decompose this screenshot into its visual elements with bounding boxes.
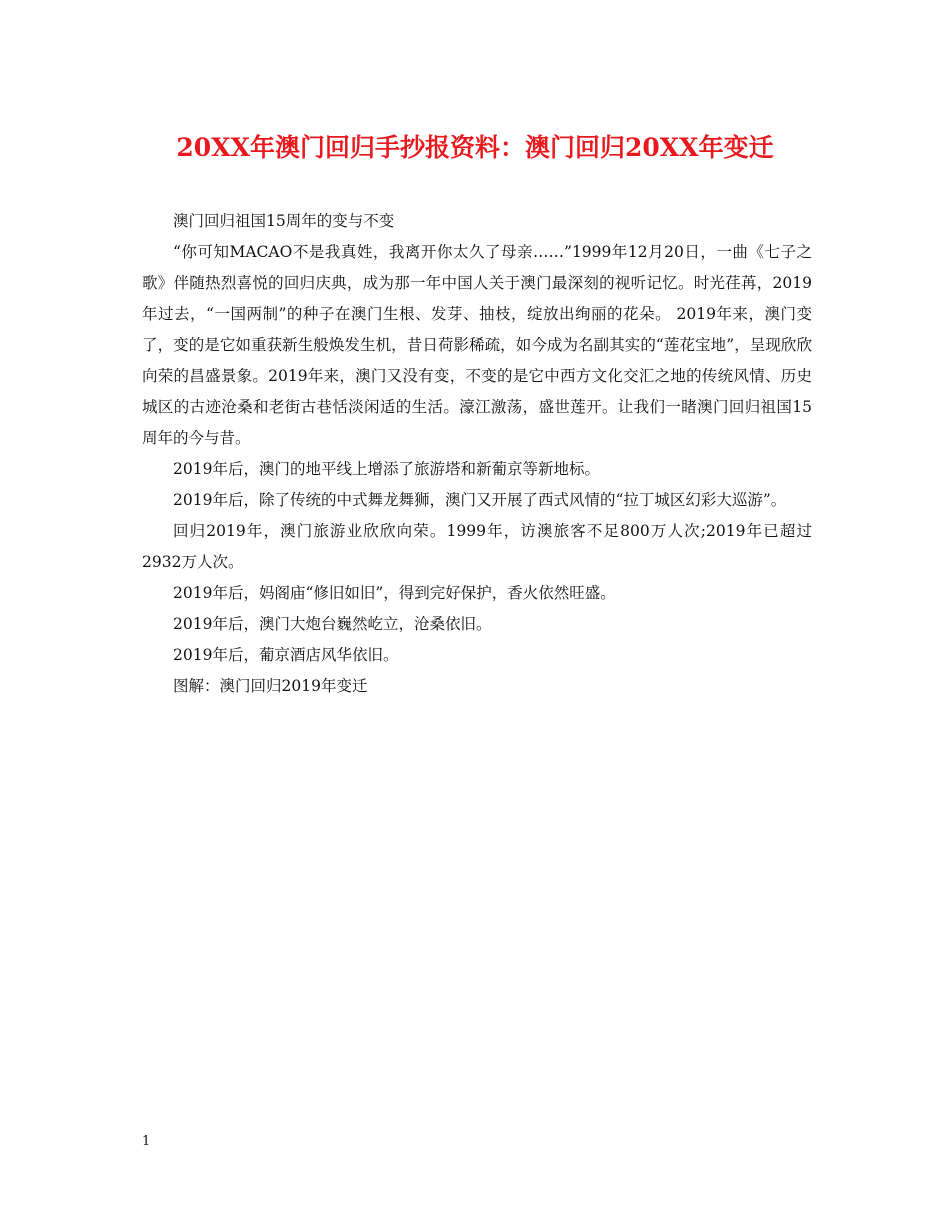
paragraph-tourism: 回归2019年，澳门旅游业欣欣向荣。1999年，访澳旅客不足800万人次;2019年已超过2932万人次。: [142, 522, 812, 571]
paragraph-landmarks: 2019年后，澳门的地平线上增添了旅游塔和新葡京等新地标。: [173, 460, 600, 478]
paragraph-a-ma-temple: 2019年后，妈阁庙“修旧如旧”，得到完好保护，香火依然旺盛。: [173, 584, 616, 602]
paragraph-subtitle: 澳门回归祖国15周年的变与不变: [173, 212, 395, 230]
paragraph-illustration-caption: 图解：澳门回归2019年变迁: [173, 677, 368, 695]
paragraph-mount-fortress: 2019年后，澳门大炮台巍然屹立，沧桑依旧。: [173, 615, 492, 633]
document-title: 20XX年澳门回归手抄报资料：澳门回归20XX年变迁: [176, 133, 774, 162]
page-number: 1: [142, 1134, 151, 1149]
paragraph-intro: “你可知MACAO不是我真姓，我离开你太久了母亲……”1999年12月20日，一曲《七子之歌》伴随热烈喜悦的回归庆典，成为那一年中国人关于澳门最深刻的视听记忆。时光荏苒，2019年过去，“一国两制”的种子在澳门生根、发芽、抽枝，绽放出绚丽的花朵。 2019年来，澳门变了，变的是它如重获新生般焕发生机，昔日荷影稀疏，如今成为名副其实的“莲花宝地”，呈现欣欣向荣的昌盛景象。2019年来，澳门又没有变，不变的是它中西方文化交汇之地的传统风情、历史城区的古迹沧桑和老街古巷恬淡闲适的生活。濠江激荡，盛世莲开。让我们一睹澳门回归祖国15周年的今与昔。: [142, 243, 812, 447]
document-body: [142, 206, 812, 702]
paragraph-parade: 2019年后，除了传统的中式舞龙舞狮，澳门又开展了西式风情的“拉丁城区幻彩大巡游”。: [173, 491, 787, 509]
paragraph-lisboa-hotel: 2019年后，葡京酒店风华依旧。: [173, 646, 399, 664]
